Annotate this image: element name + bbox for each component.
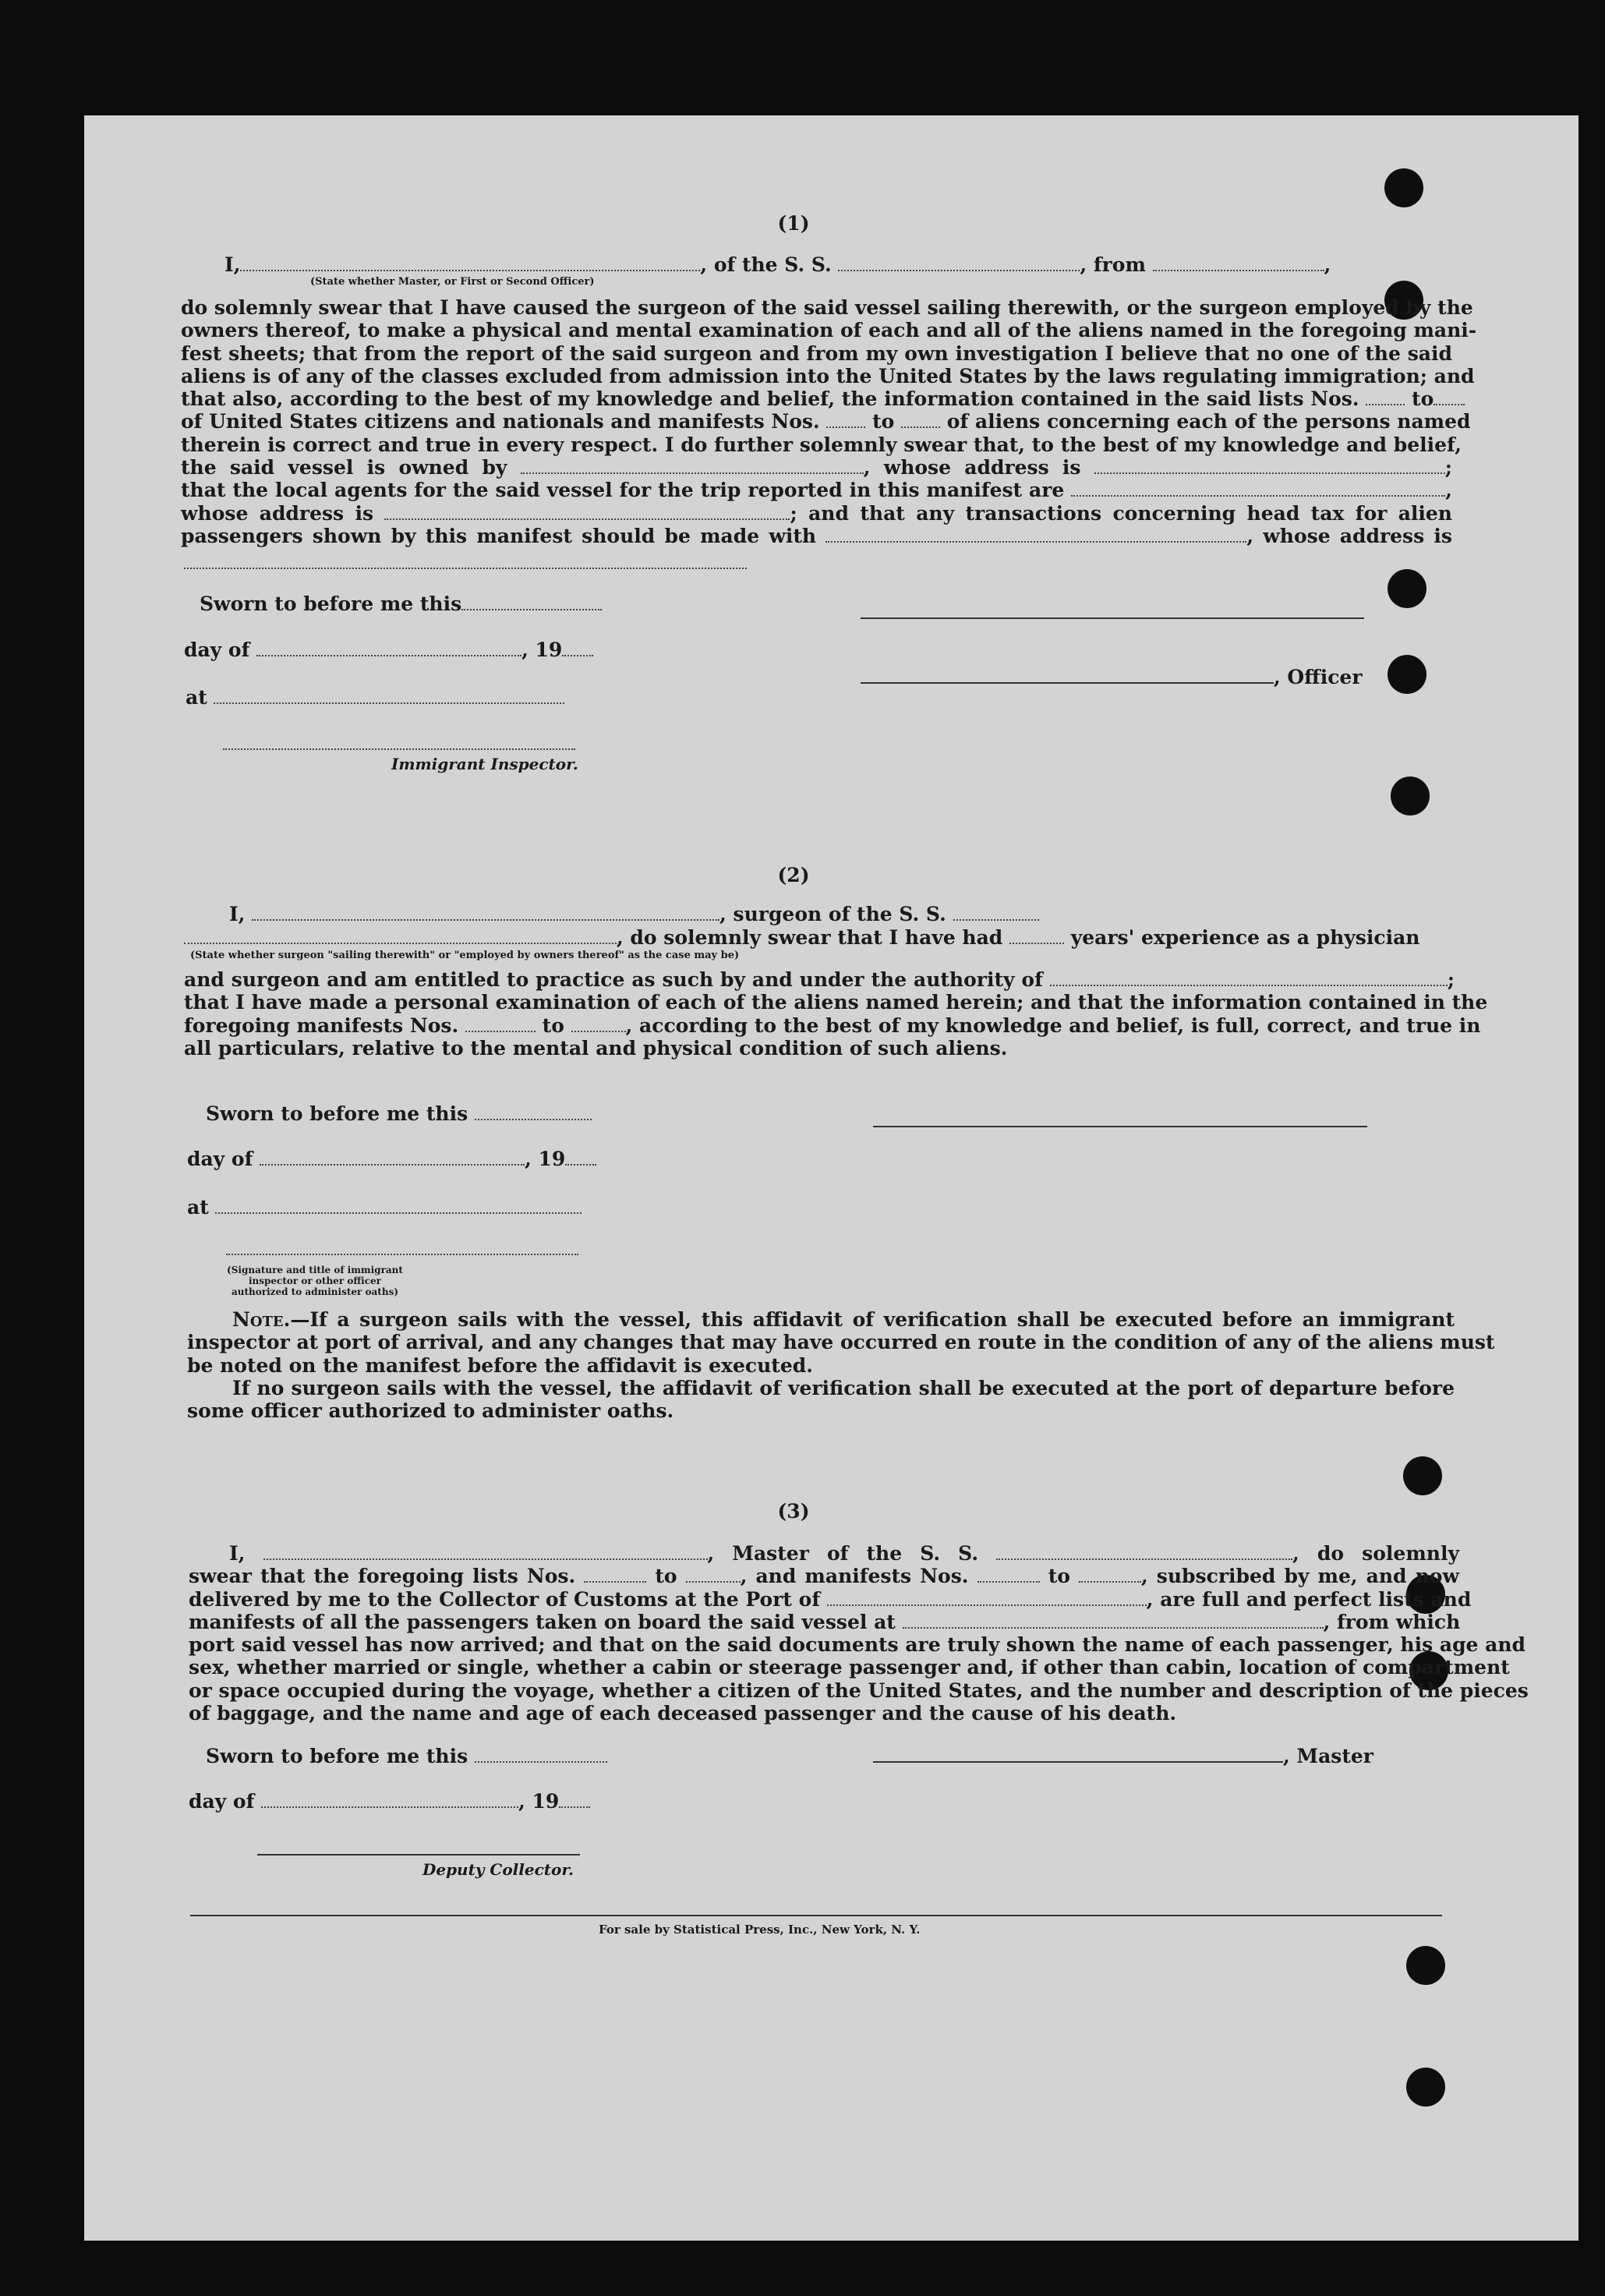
section-1-line-officer: I, , of the S. S. , from ,	[224, 253, 1331, 276]
section-2-line-surgeon: I, , surgeon of the S. S.	[229, 903, 1039, 925]
section-3-day: day of , 19	[189, 1790, 590, 1813]
footer-rule	[190, 1915, 1442, 1916]
section-2-inspector-line	[226, 1254, 578, 1255]
section-2-signature-line	[873, 1126, 1367, 1127]
section-1-number: (1)	[777, 212, 810, 235]
immigrant-inspector-label: Immigrant Inspector.	[391, 755, 578, 773]
section-3-oath-text: I, , Master of the S. S. , do solemnly swear that the foregoing lists Nos. to , and manifests Nos. to , subscribed by me, and now delivered by me to the Collector of Customs at the Port of , are full and perfect lists and manifests of all the passengers taken on board the said vessel at , from which port said vessel has now arrived; and that on the said documents are truly shown the name of each passenger, his age and sex, whether married or single, whether a cabin or steerage passenger and, if other than cabin, location of compartment or space occupied during the voyage, whether a citizen of the United States, and the number and description of the pieces of baggage, and the name and age of each deceased passenger and the cause of his death.	[189, 1542, 1529, 1725]
punch-hole	[1406, 2068, 1445, 2107]
punch-hole	[1384, 168, 1423, 207]
section-2-number: (2)	[777, 864, 810, 886]
section-3-number: (3)	[777, 1500, 810, 1523]
punch-hole	[1388, 655, 1426, 694]
signature-title-note: (Signature and title of immigrant inspector or other officer authorized to administer oaths)	[227, 1265, 403, 1297]
passengers-address-line	[184, 568, 747, 569]
collector-signature-line	[257, 1854, 580, 1856]
section-1-at: at	[186, 686, 564, 709]
section-2-oath-text: and surgeon and am entitled to practice as such by and under the authority of ; that I have made a personal examination of each of the aliens named herein; and that the information contained in the foregoing manifests Nos. to , according to the best of my knowledge and belief, is full, correct, and true in all particulars, relative to the mental and physical condition of such aliens.	[184, 968, 1488, 1060]
section-1-day: day of , 19	[184, 639, 593, 661]
scanned-form-page	[84, 115, 1578, 2241]
section-1-officer: , Officer	[861, 666, 1363, 688]
inspector-signature-line	[223, 748, 575, 750]
surgeon-note: (State whether surgeon "sailing therewith" or "employed by owners thereof" as the case may be)	[190, 950, 740, 961]
punch-hole	[1391, 777, 1430, 815]
section-1-oath-text: do solemnly swear that I have caused the surgeon of the said vessel sailing therewith, or the surgeon employed by the owners thereof, to make a physical and mental examination of each and all of the aliens named in the foregoing mani- fest sheets; that from the report of the said surgeon and from my own investigation I believe that no one of the said aliens is of any of the classes excluded from admission into the United States by the laws regulating immigration; and that also, according to the best of my knowledge and belief, the information contained in the said lists Nos. to of United States citizens and nationals and manifests Nos. to of aliens concerning each of the persons named therein is correct and true in every respect. I do further solemnly swear that, to the best of my knowledge and belief, the said vessel is owned by , whose address is ; that the local agents for the said vessel for the trip reported in this manifest are , whose address is ; and that any transactions concerning head tax for alien passengers shown by this manifest should be made with , whose address is	[181, 296, 1477, 547]
section-2-line-experience: , do solemnly swear that I have had years' experience as a physician	[184, 926, 1419, 949]
section-2-at: at	[187, 1196, 582, 1219]
punch-hole	[1403, 1456, 1442, 1495]
section-3-sworn: Sworn to before me this	[206, 1745, 607, 1767]
section-2-day: day of , 19	[187, 1148, 596, 1170]
section-1-sworn: Sworn to before me this	[200, 593, 602, 615]
deputy-collector-label: Deputy Collector.	[422, 1860, 574, 1879]
publisher-footer: For sale by Statistical Press, Inc., New York, N. Y.	[599, 1923, 921, 1937]
officer-note: (State whether Master, or First or Second Officer)	[310, 276, 595, 288]
punch-hole	[1406, 1946, 1445, 1985]
section-1-signature-line	[861, 617, 1364, 619]
section-2-sworn: Sworn to before me this	[206, 1102, 592, 1125]
punch-hole	[1388, 569, 1426, 608]
section-3-master: , Master	[873, 1745, 1373, 1767]
note-paragraph: Note.—If a surgeon sails with the vessel, this affidavit of verification shall be executed before an immigrant inspector at port of arrival, and any changes that may have occurred en route in the condition of any of the aliens must be noted on the manifest before the affidavit is executed. If no surgeon sails with the vessel, the affidavit of verification shall be executed at the port of departure before some officer authorized to administer oaths.	[187, 1308, 1495, 1423]
